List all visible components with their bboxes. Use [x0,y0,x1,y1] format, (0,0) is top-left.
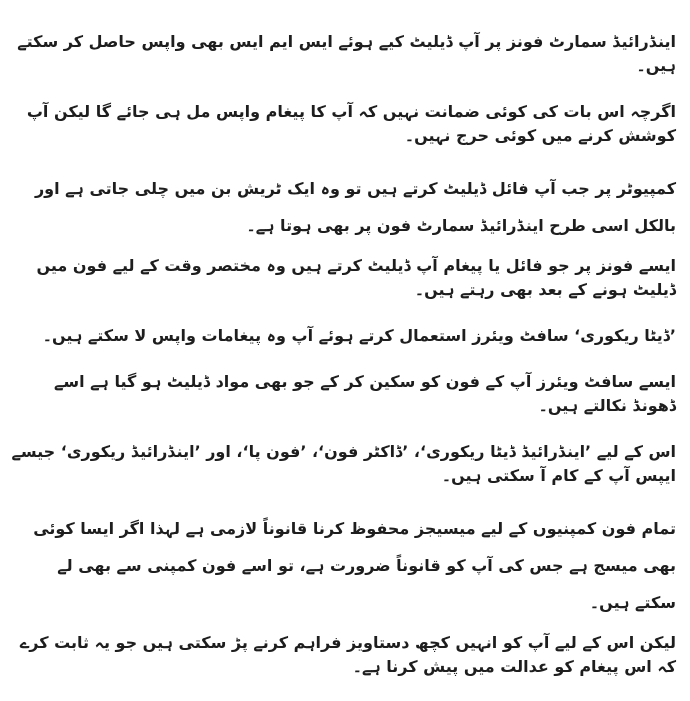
paragraph: اس کے لیے ’اینڈرائیڈ ڈیٹا ریکوری‘، ’ڈاکٹر فون‘، ’فون پا‘، اور ’اینڈرائیڈ ریکوری‘ جیسے ایپس آپ کے کام آ سکتی ہیں۔ [11,442,676,485]
paragraph: لیکن اس کے لیے آپ کو انہیں کچھ دستاویز فراہم کرنے پڑ سکتی ہیں جو یہ ثابت کرے کہ اس پیغام کو عدالت میں پیش کرنا ہے۔ [19,633,676,676]
paragraph: ایسے فونز پر جو فائل یا پیغام آپ ڈیلیٹ کرتے ہیں وہ مختصر وقت کے لیے فون میں ڈیلیٹ ہونے کے بعد بھی رہتے ہیں۔ [36,256,676,299]
paragraph: اینڈرائیڈ سمارٹ فونز پر آپ ڈیلیٹ کیے ہوئے ایس ایم ایس بھی واپس حاصل کر سکتے ہیں۔ [17,32,676,75]
paragraph: تمام فون کمپنیوں کے لیے میسیجز محفوظ کرنا قانوناً لازمی ہے لہذا اگر ایسا کوئی بھی میسج ہے جس کی آپ کو قانوناً ضرورت ہے، تو اسے فون کمپنی سے بھی لے سکتے ہیں۔ [33,519,676,612]
paragraph: کمپیوٹر پر جب آپ فائل ڈیلیٹ کرتے ہیں تو وہ ایک ٹریش بن میں چلی جاتی ہے اور بالکل اسی طرح اینڈرائیڈ سمارٹ فون پر بھی ہوتا ہے۔ [34,179,676,235]
paragraph: اگرچہ اس بات کی کوئی ضمانت نہیں کہ آپ کا پیغام واپس مل ہی جائے گا لیکن آپ کوشش کرنے میں کوئی حرج نہیں۔ [26,102,676,145]
paragraph: ’ڈیٹا ریکوری‘ سافٹ ویئرز استعمال کرتے ہوئے آپ وہ پیغامات واپس لا سکتے ہیں۔ [42,326,676,345]
article-body [11,0,676,701]
paragraph: ایسے سافٹ ویئرز آپ کے فون کو سکین کر کے جو بھی مواد ڈیلیٹ ہو گیا ہے اسے ڈھونڈ نکالتے ہیں۔ [54,372,676,415]
